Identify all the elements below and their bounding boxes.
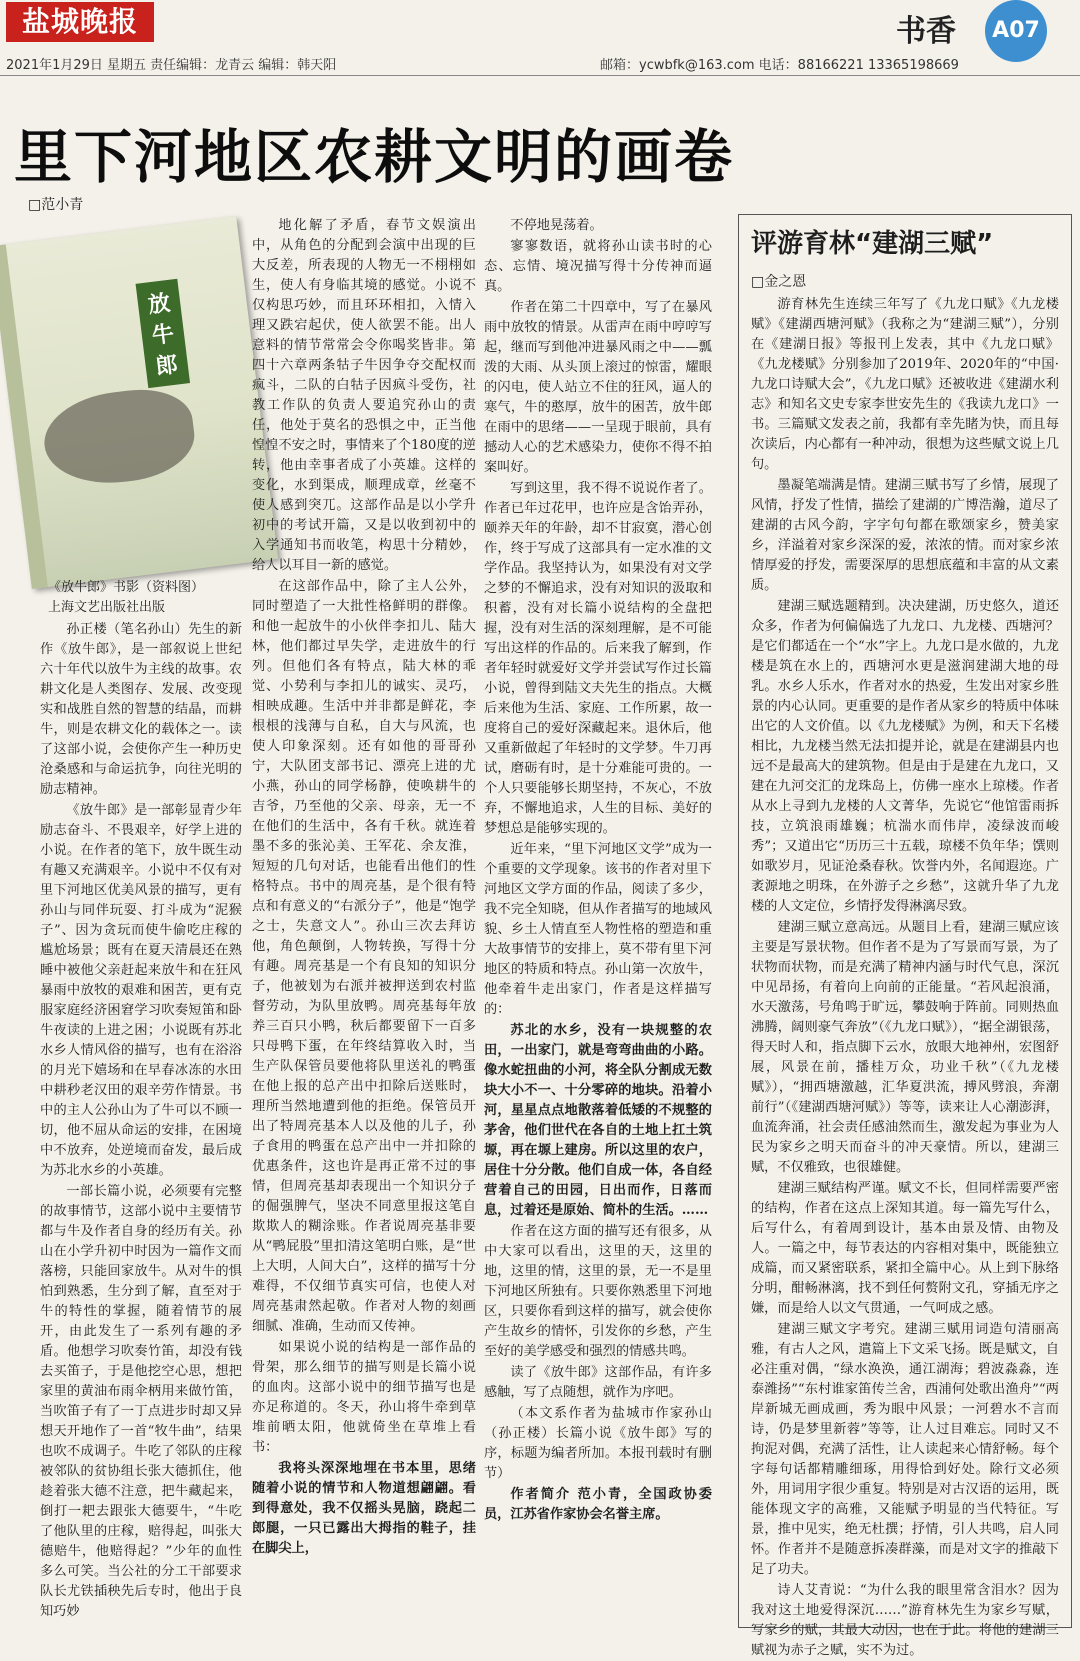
sidebar-article <box>738 214 1072 1658</box>
paragraph: 作者在第二十四章中，写了在暴风雨中放牧的情景。从雷声在雨中哼哼写起，继而写到他冲进暴风雨之中——瓢泼的大雨、从头顶上滚过的惊雷，耀眼的闪电，使人站立不住的狂风，逼人的寒气，牛的憨厚，放牛的困苦，放牛郎在雨中的思绪——一呈现于眼前，具有撼动人心的艺术感染力，使你不得不拍案叫好。 <box>484 300 712 475</box>
paragraph: 建湖三赋文字考究。建湖三赋用词造句清丽高雅，有古人之风，遣篇上下文采飞扬。既是赋文，自必注重对偶，“绿水涣涣，通江湖海；碧波淼淼，连泰潍扬”“东村谁家笛传兰舍，西浦何处歌出渔舟”“两岸新城无画成画，秀为眼中风景；一河碧水不言而诗，仍是梦里新蓉”等等，让人过目难忘。同时又不拘泥对偶，充满了活性，让人读起来心情舒畅。每个字每句话都精雕细琢，用得恰到好处。除行文必须外，用词用字很少重复。特别是对古汉语的运用，既能体现文字的高雅，又能赋予明显的当代特征。写景，推中见实，绝无杜撰；抒情，引人共鸣，启人同怀。作者并不是随意拆凑群藻，而是对文字的推敲下足了功夫。 <box>751 1322 1059 1577</box>
paragraph: 寥寥数语，就将孙山读书时的心态、忘情、境况描写得十分传神而逼真。 <box>484 239 712 294</box>
paragraph: 苏北的水乡，没有一块规整的农田，一出家门，就是弯弯曲曲的小路。像水蛇扭曲的小河，将全队分割成无数块大小不一、十分零碎的地块。沿着小河，星星点点地散落着低矮的不规整的茅舍，他们世代在各自的土地上扛土筑塬，再在塬上建房。所以这里的农户，居住十分分散。他们自成一体，各自经营着自己的田园，日出而作，日落而息，过着还是原始、简朴的生活。…… <box>484 1023 712 1218</box>
paragraph: 建湖三赋立意高远。从题目上看，建湖三赋应该主要是写景状物。但作者不是为了写景而写景，为了状物而状物，而是充满了精神内涵与时代气息，深沉中见昂扬，有着向上向前的正能量。“若风起浪涌，水天激荡，号角鸣于旷远，攀鼓响于阵前。同则热血沸腾，阔则豪气奔放”（《九龙口赋》），“据全湖银荡，得天时人和，指点脚下云水，放眼大地神州，宏图舒展，风景在前，播桂万众，功业千秋”（《九龙楼赋》），“拥西塘激越，汇华夏洪流，搏风劈浪，奔潮前行”（《建湖西塘河赋》）等等，读来让人心潮澎湃，血流奔涌，社会责任感油然而生，激发起为事业为人民为家乡之明天而奋斗的冲天豪情。所以，建湖三赋，不仅雅致，也很雄健。 <box>751 920 1059 1175</box>
paragraph: 建湖三赋选题精到。决决建湖，历史悠久，道还众多，作者为何偏偏选了九龙口、九龙楼、西塘河？是它们都适在一个“水”字上。九龙口是水做的，九龙楼是筑在水上的，西塘河水更是滋润建湖大地的母乳。水乡人乐水，作者对水的热爱，生发出对家乡胜景的内心认同。更重要的是作者从家乡的特质中体味出它的人文价值。以《九龙楼赋》为例，和天下名楼相比，九龙楼当然无法扣提并论，就是在建湖县内也远不是最高大的建筑物。但是由于是建在九龙口，又建在九河交汇的龙珠岛上，仿佛一座水上琼楼。作者从水上寻到九龙楼的人文菁华，先说它“他馆雷雨拆技，立筑浪雨雄巍；杭湍水而伟岸，凌绿波而峻秀”；又道出它“历历三十五载，琼楼不负年华；馔则如歌岁月，见证沧桑春秋。饮誉内外，名闻遐迩。广袤源地之明珠，在外游子之乡愁”，这就升华了九龙楼的人文定位，乡情抒发得淋漓尽致。 <box>751 599 1059 914</box>
paragraph: 地化解了矛盾，春节文娱演出中，从角色的分配到会演中出现的巨大反差，所表现的人物无一不栩栩如生，使人有身临其境的感觉。小说不仅构思巧妙，而且环环相扣，入情入理又跌宕起伏，使人欲罢不能。出人意料的情节常常会令你喝奖皆非。第四十六章两条牯子牛因争夺交配权而疯斗，二队的白牯子因疯斗受伤，社教工作队的负责人要追究孙山的责任，他处于莫名的恐惧之中，正当他惶惶不安之时，事情来了个180度的逆转，他由幸事者成了小英雄。这样的变化，水到渠成，顺理成章，丝毫不使人感到突兀。这部作品是以小学升初中的考试开篇，又是以收到初中的入学通知书而收笔，构思十分精妙，给人以耳目一新的感觉。 <box>252 218 476 573</box>
paragraph: 写到这里，我不得不说说作者了。作者已年过花甲，也许应是含饴弄孙，颐养天年的年龄，却不甘寂寞，潜心创作，终于写成了这部具有一定水准的文学作品。我坚持认为，如果没有对文学之梦的不懈追求，没有对知识的汲取和积蓄，没有对长篇小说结构的全盘把握，没有对生活的深刻理解，是不可能写出这样的作品的。后来我了解到，作者年轻时就爱好文学并尝试写作过长篇小说，曾得到陆文夫先生的指点。大概后来他为生活、家庭、工作所累，故一度将自己的爱好深藏起来。退休后，他又重新做起了年轻时的文学梦。牛刀再试，磨砺有时，是十分难能可贵的。一个人只要能够长期坚持，不灰心，不放弃，不懈地追求，人生的目标、美好的梦想总是能够实现的。 <box>484 481 712 836</box>
paragraph: 在这部作品中，除了主人公外，同时塑造了一大批性格鲜明的群像。和他一起放牛的小伙伴李扣儿、陆大林，他们都过早失学，走进放牛的行列。但他们各有特点，陆大林的乖觉、小势利与李扣儿的诚实、灵巧，相映成趣。生活中并非都是鲜花，李根根的浅薄与自私，自大与风流，也使人印象深刻。还有如他的哥哥孙宁，大队团支部书记、漂亮上进的尤小燕，孙山的同学杨静，使唤耕牛的吉爷，乃至他的父亲、母亲，无一不在他们的生活中，各有千秋。就连着墨不多的张沁美、王军花、余友淮，短短的几句对话，也能看出他们的性格特点。书中的周亮基，是个很有特点和有意义的“右派分子”，他是“饱学之士，失意文人”。孙山三次去拜访他，角色颠倒，人物转换，写得十分有趣。周亮基是一个有良知的知识分子，他被划为右派并被押送到农村监督劳动，为队里放鸭。周亮基每年放养三百只小鸭，秋后都要留下一百多只母鸭下蛋，在年终结算收入时，当生产队保管员要他将队里送礼的鸭蛋在他上报的总产出中扣除后送账时，理所当然地遭到他的拒绝。保管员开出了特周亮基本人以及他的儿子，孙子食用的鸭蛋在总产出中一并扣除的优惠条件，这也许是再正常不过的事情，但周亮基却表现出一个知识分子的倔强脾气，坚决不同意里报这笔自欺欺人的糊涂账。作者说周亮基非要从“鸭屁股”里扣清这笔明白账，是“世上大明，人间大白”，这样的描写十分难得，不仅细节真实可信，也使人对周亮基肃然起敬。作者对人物的刻画细腻、准确，生动而又传神。 <box>252 579 476 1334</box>
cover-title: 放牛郎 <box>136 279 190 388</box>
caption-line-1: 《放牛郎》书影（资料图） <box>48 580 205 595</box>
article-column-2 <box>252 216 476 1628</box>
paragraph: 一部长篇小说，必须要有完整的故事情节，这部小说中主要情节都与牛及作者自身的经历有关。孙山在小学升初中时因为一篇作文而落榜，只能回家放牛。从对牛的惧怕到熟悉，生分到了解，直至对于牛的特性的掌握，随着情节的展开，由此发生了一系列有趣的矛盾。他想学习吹奏竹笛，却没有钱去买笛子，于是他挖空心思，想把家里的黄油布雨伞柄用来做竹笛，当吹笛子有了一丁点进步时却又异想天开地作了一首“牧牛曲”，结果也吹不成调子。牛吃了邻队的庄稼被邻队的贫协组长张大德抓住，他趁着张大德不注意，把牛藏起来，倒打一耙去跟张大德要牛，“牛吃了他队里的庄稼，赔得起，叫张大德赔牛，他赔得起？”少年的血性多么可笑。当公社的分工干部要求队长尤铁插秧先后专时，他出于良知巧妙 <box>40 1184 242 1619</box>
paragraph: 游育林先生连续三年写了《九龙口赋》《九龙楼赋》《建湖西塘河赋》（我称之为“建湖三赋”），分别在《建湖日报》等报刊上发表，其中《九龙口赋》《九龙楼赋》分别参加了2019年、2020年的“中国·九龙口诗赋大会”，《九龙口赋》还被收进《建湖水利志》和知名文史专家李世安先生的《我读九龙口》一书。三篇赋文发表之前，我都有幸先睹为快，而且每次读后，内心都有一种冲动，很想为这些赋文说上几句。 <box>751 297 1059 472</box>
paragraph: 孙正楼（笔名孙山）先生的新作《放牛郎》，是一部叙说上世纪六十年代以放牛为主线的故事。农耕文化是人类图存、发展、改变现实和战胜自然的智慧的结晶，而耕牛，则是农耕文化的载体之一。读了这部小说，会使你产生一种历史沧桑感和与命运抗争，向往光明的励志精神。 <box>40 622 242 797</box>
paragraph: 墨凝笔端满是情。建湖三赋书写了乡情，展现了风情，抒发了性情，描绘了建湖的广博浩瀚，道尽了建湖的古风今韵，字字句句都在歌颂家乡，赞美家乡，洋溢着对家乡深深的爱，浓浓的情。而对家乡浓情厚爱的抒发，需要深厚的思想底蕴和丰富的从文素质。 <box>751 478 1059 593</box>
masthead <box>0 0 1080 50</box>
paragraph: 建湖三赋结构严谨。赋文不长，但同样需要严密的结构，作者在这点上深知其道。每一篇先写什么，后写什么，有着周到设计，基本由景及情、由物及人。一篇之中，每节表达的内容相对集中，既能独立成篇，而又紧密联系，紧扣全篇中心。从上到下脉络分明，酣畅淋漓，找不到任何赘附文孔，穿插无序之嫌，而是给人以文气贯通，一气呵成之感。 <box>751 1181 1059 1316</box>
caption-line-2: 上海文艺出版社出版 <box>48 600 166 615</box>
contact-info: 邮箱：ycwbfk@163.com 电话：88166221 13365198669 <box>600 58 959 73</box>
book-cover-image <box>0 216 278 589</box>
info-bar <box>0 52 980 72</box>
header-rule <box>0 75 1080 76</box>
newspaper-logo: 盐城晚报 <box>6 2 154 42</box>
article-headline: 里下河地区农耕文明的画卷 <box>14 123 735 191</box>
sidebar-byline: □金之恩 <box>751 274 807 290</box>
sidebar-body <box>751 295 1059 1658</box>
paragraph: 作者简介 范小青，全国政协委员，江苏省作家协会名誉主席。 <box>484 1487 712 1522</box>
article-byline: □范小青 <box>28 197 84 213</box>
sidebar-title: 评游育林“建湖三赋” <box>751 229 994 259</box>
article-column-1 <box>40 620 242 1620</box>
paragraph: （本文系作者为盐城市作家孙山（孙正楼）长篇小说《放牛郎》写的序，标题为编者所加。本报刊载时有删节） <box>484 1406 712 1481</box>
paragraph: 《放牛郎》是一部彰显青少年励志奋斗、不畏艰辛，好学上进的小说。在作者的笔下，放牛既生动有趣又充满艰辛。小说中不仅有对里下河地区优美风景的描写，更有孙山与同伴玩耍、打斗成为“泥猴子”、因为贪玩而使牛偷吃庄稼的尴尬场景；既有在夏天清晨还在熟睡中被他父亲赶起来放牛和在狂风暴雨中放牧的艰难和困苦，更有克服家庭经济困窘学习吹奏短笛和卧牛夜读的上进之困；小说既有苏北水乡人情风俗的描写，也有在浴浴的月光下嬉场和在早春冰冻的水田中耕秒老汉田的艰辛劳作情景。书中的主人公孙山为了牛可以不顾一切，他不屈从命运的安排，在困境中不放弃，处逆境而奋发，最后成为苏北水乡的小英雄。 <box>40 803 242 1178</box>
article-column-3 <box>484 216 712 1628</box>
section-name: 书香 <box>896 14 956 49</box>
image-caption <box>48 578 204 618</box>
paragraph: 近年来，“里下河地区文学”成为一个重要的文学现象。该书的作者对里下河地区文学方面的作品，阅读了多少，我不完全知晓，但从作者描写的地域风貌、乡土人情直至人物性格的塑造和重大故事情节的安排上，莫不带有里下河地区的特质和特点。孙山第一次放牛，他牵着牛走出家门，作者是这样描写的： <box>484 842 712 1017</box>
paragraph: 诗人艾青说：“为什么我的眼里常含泪水？因为我对这土地爱得深沉……”游育林先生为家乡写赋，写家乡的赋，其最大动因，也在于此。将他的建湖三赋视为赤子之赋，实不为过。 <box>751 1583 1059 1658</box>
paragraph: 读了《放牛郎》这部作品，有许多感触，写了点随想，就作为序吧。 <box>484 1365 712 1400</box>
paragraph: 我将头深深地埋在书本里，思绪随着小说的情节和人物道想翩翩。看到得意处，我不仅摇头晃脑，跷起二郎腿，一只已露出大拇指的鞋子，挂在脚尖上， <box>252 1461 476 1556</box>
page-number-badge: A07 <box>985 0 1047 62</box>
paragraph: 作者在这方面的描写还有很多，从中大家可以看出，这里的天，这里的地，这里的情，这里的景，无一不是里下河地区所独有。只要你熟悉里下河地区，只要你看到这样的描写，就会使你产生故乡的情怀，引发你的乡愁，产生至好的美学感受和强烈的情感共鸣。 <box>484 1224 712 1359</box>
paragraph: 不停地晃荡着。 <box>510 218 603 233</box>
paragraph: 如果说小说的结构是一部作品的骨架，那么细节的描写则是长篇小说的血肉。这部小说中的细节描写也是亦足称道的。冬天，孙山将牛牵到草堆前晒太阳，他就倚坐在草堆上看书： <box>252 1340 476 1455</box>
issue-info: 2021年1月29日 星期五 责任编辑：龙青云 编辑：韩天阳 <box>6 58 337 73</box>
